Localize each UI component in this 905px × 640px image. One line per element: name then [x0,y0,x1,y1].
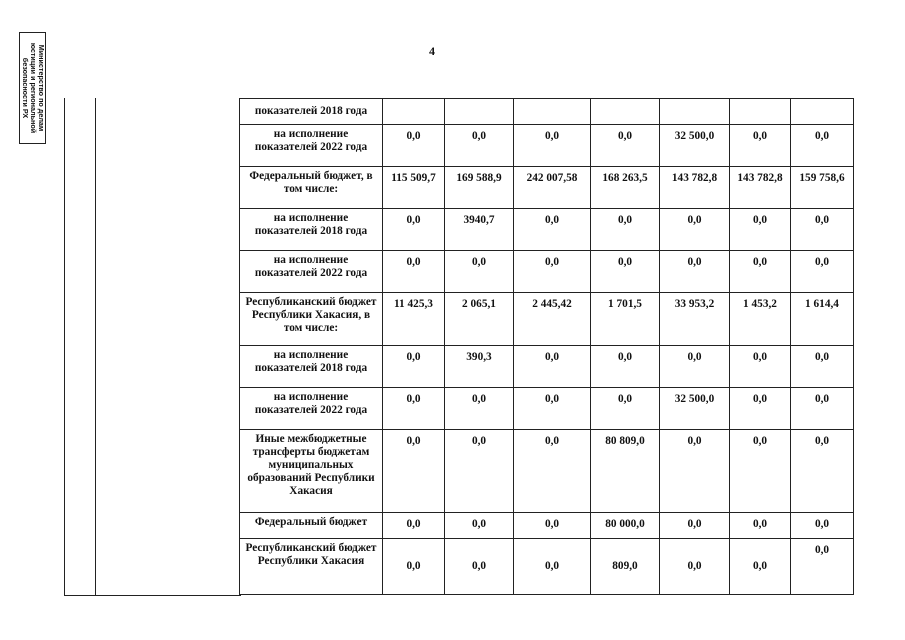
row-label: Федеральный бюджет [240,513,383,539]
value-cell: 0,0 [791,388,854,430]
value-cell: 0,0 [445,388,514,430]
value-cell: 0,0 [660,209,730,251]
value-cell: 0,0 [514,539,591,595]
value-cell: 159 758,6 [791,167,854,209]
row-label: на исполнение показателей 2018 года [240,209,383,251]
row-label: Республиканский бюджет Республики Хакасия [240,539,383,595]
value-cell: 0,0 [730,251,791,293]
table-row [240,346,854,388]
value-cell: 2 445,42 [514,293,591,346]
table-row [240,99,854,125]
value-cell: 169 588,9 [445,167,514,209]
value-cell: 0,0 [791,346,854,388]
value-cell: 115 509,7 [383,167,445,209]
value-cell: 168 263,5 [591,167,660,209]
row-label: на исполнение показателей 2018 года [240,346,383,388]
value-cell: 0,0 [514,388,591,430]
row-label: на исполнение показателей 2022 года [240,125,383,167]
value-cell: 1 453,2 [730,293,791,346]
value-cell: 11 425,3 [383,293,445,346]
value-cell: 0,0 [514,209,591,251]
value-cell: 0,0 [791,539,854,595]
value-cell: 0,0 [591,209,660,251]
table-row [240,513,854,539]
stamp-line: безопасности РХ [20,57,30,119]
table-row [240,388,854,430]
value-cell: 0,0 [591,346,660,388]
table-row [240,167,854,209]
value-cell [660,99,730,125]
value-cell: 143 782,8 [730,167,791,209]
ministry-stamp [19,32,46,144]
value-cell: 0,0 [791,125,854,167]
row-label: на исполнение показателей 2022 года [240,251,383,293]
value-cell: 0,0 [514,513,591,539]
value-cell: 0,0 [383,539,445,595]
table-row [240,539,854,595]
stamp-line: Министерство по делам [36,44,46,132]
value-cell: 0,0 [730,388,791,430]
value-cell: 0,0 [514,125,591,167]
page-number: 4 [429,44,435,58]
table-row [240,293,854,346]
value-cell: 0,0 [660,251,730,293]
table-row [240,125,854,167]
value-cell: 32 500,0 [660,125,730,167]
value-cell: 242 007,58 [514,167,591,209]
table-row [240,251,854,293]
stamp-text [21,33,45,143]
value-cell: 0,0 [660,430,730,513]
value-cell: 80 809,0 [591,430,660,513]
value-cell [514,99,591,125]
value-cell: 0,0 [591,251,660,293]
row-label: Республиканский бюджет Республики Хакасия, в том числе: [240,293,383,346]
value-cell: 0,0 [791,209,854,251]
value-cell: 0,0 [383,209,445,251]
value-cell: 0,0 [730,430,791,513]
value-cell: 33 953,2 [660,293,730,346]
value-cell: 0,0 [730,125,791,167]
row-label: показателей 2018 года [240,99,383,125]
value-cell: 0,0 [383,513,445,539]
budget-table [239,98,854,595]
value-cell: 0,0 [730,209,791,251]
value-cell: 0,0 [383,251,445,293]
value-cell [383,99,445,125]
bottom-border [65,595,241,596]
value-cell: 0,0 [730,346,791,388]
value-cell: 0,0 [791,251,854,293]
value-cell: 0,0 [514,346,591,388]
value-cell: 2 065,1 [445,293,514,346]
value-cell: 0,0 [383,125,445,167]
value-cell: 0,0 [514,251,591,293]
value-cell: 390,3 [445,346,514,388]
value-cell: 0,0 [445,430,514,513]
table-row [240,209,854,251]
value-cell: 80 000,0 [591,513,660,539]
value-cell: 809,0 [591,539,660,595]
stamp-line: юстиции и региональной [28,42,38,134]
value-cell [791,99,854,125]
row-label: на исполнение показателей 2022 года [240,388,383,430]
value-cell: 0,0 [445,513,514,539]
value-cell: 143 782,8 [660,167,730,209]
value-cell: 0,0 [730,539,791,595]
row-label: Иные межбюджетные трансферты бюджетам муниципальных образований Республики Хакасия [240,430,383,513]
value-cell: 0,0 [730,513,791,539]
value-cell: 0,0 [660,539,730,595]
value-cell: 1 701,5 [591,293,660,346]
value-cell: 0,0 [660,513,730,539]
value-cell: 0,0 [514,430,591,513]
row-label: Федеральный бюджет, в том числе: [240,167,383,209]
value-cell: 0,0 [660,346,730,388]
value-cell: 0,0 [791,430,854,513]
value-cell: 0,0 [383,388,445,430]
value-cell [730,99,791,125]
value-cell: 0,0 [445,251,514,293]
value-cell: 0,0 [383,430,445,513]
value-cell: 0,0 [445,539,514,595]
value-cell: 32 500,0 [660,388,730,430]
value-cell [445,99,514,125]
value-cell [591,99,660,125]
value-cell: 0,0 [791,513,854,539]
left-empty-columns [64,98,241,596]
value-cell: 3940,7 [445,209,514,251]
column-divider [95,98,96,596]
value-cell: 1 614,4 [791,293,854,346]
table-row [240,430,854,513]
value-cell: 0,0 [383,346,445,388]
value-cell: 0,0 [591,125,660,167]
value-cell: 0,0 [591,388,660,430]
value-cell: 0,0 [445,125,514,167]
